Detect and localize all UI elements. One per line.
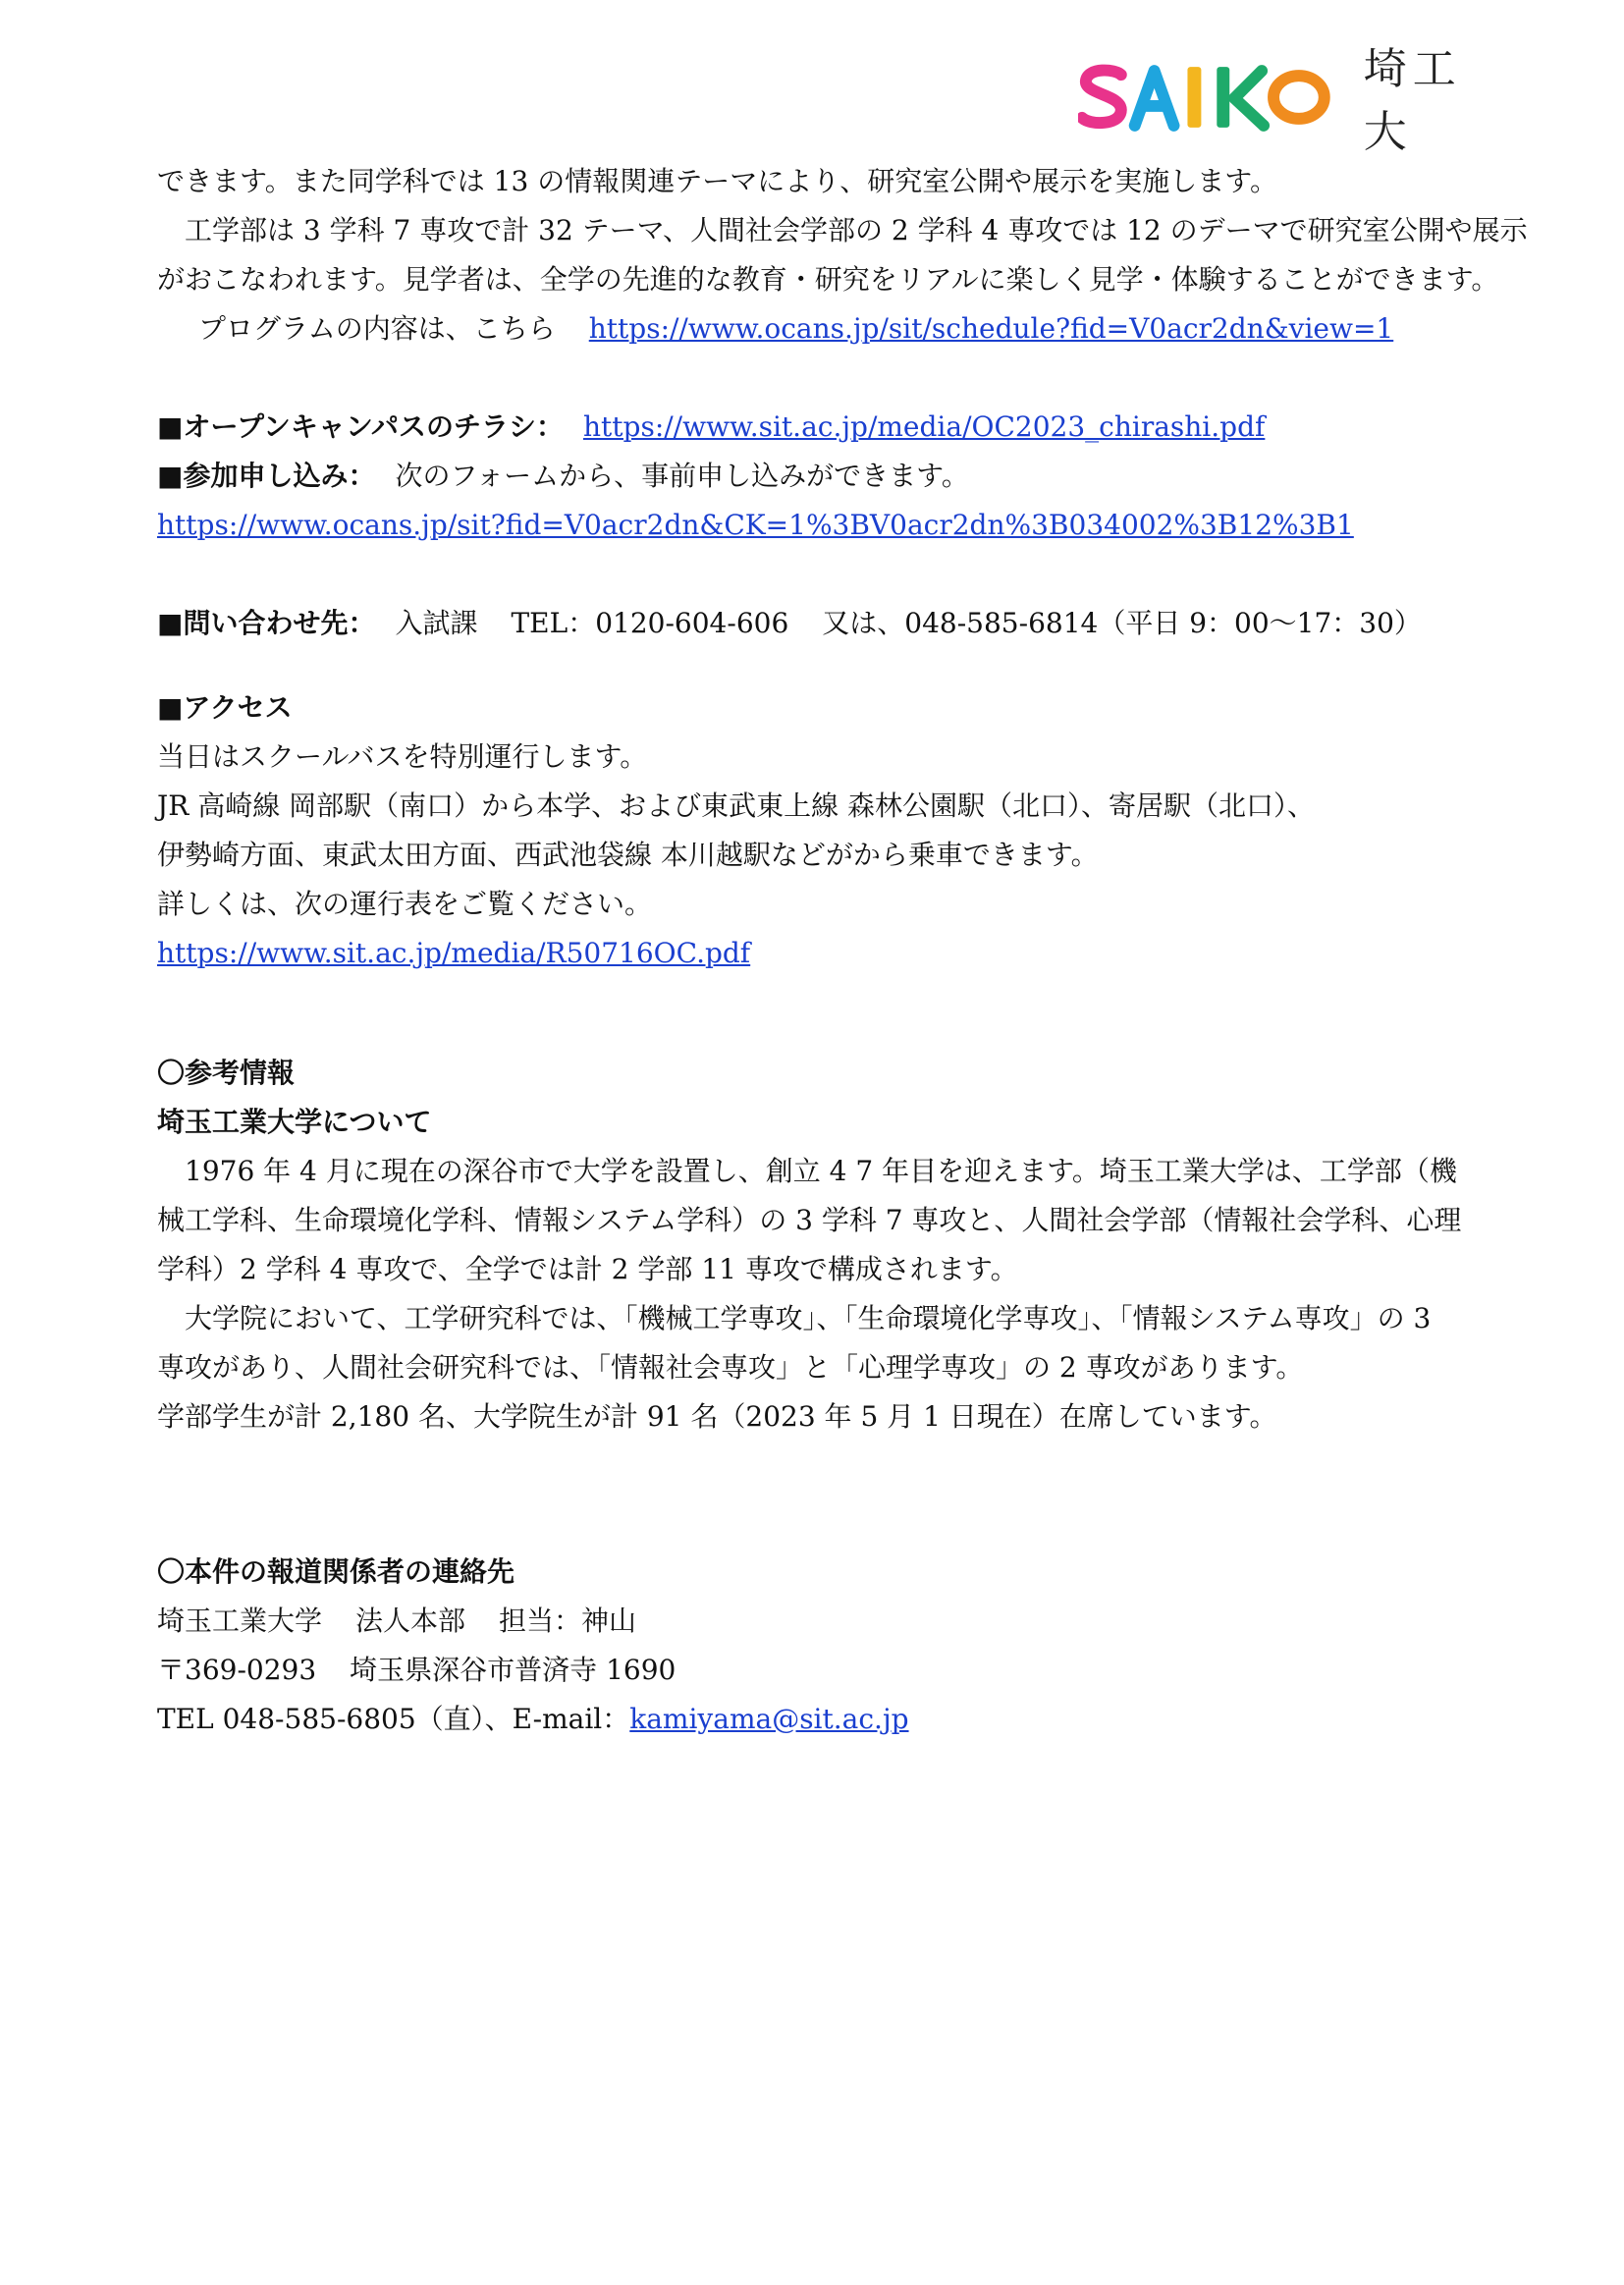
access-url-line: [157, 929, 1512, 978]
press-org-line: [157, 1597, 1512, 1646]
logo-japanese-text: 埼工大: [1363, 44, 1462, 157]
press-dept: 法人本部: [355, 1605, 466, 1637]
access-line-4: 詳しくは、次の運行表をご覧ください。: [157, 888, 653, 920]
access-line-3: 伊勢崎方面、東武太田方面、西武池袋線 本川越駅などがから乗車できます。: [157, 839, 1099, 871]
press-person: 担当：神山: [499, 1605, 637, 1637]
apply-label: ■参加申し込み：: [157, 460, 376, 492]
press-email-link[interactable]: kamiyama@sit.ac.jp: [629, 1703, 909, 1735]
inquiry-dept: 入試課: [395, 607, 478, 639]
reference-p3-line1: 学部学生が計 2,180 名、大学院生が計 91 名（2023 年 5 月 1 日現在）在席しています。: [157, 1400, 1277, 1433]
reference-p1-line3: 学科）2 学科 4 専攻で、全学では計 2 学部 11 専攻で構成されます。: [157, 1253, 1018, 1285]
press-postal: 〒369-0293: [157, 1654, 317, 1686]
press-heading: 〇本件の報道関係者の連絡先: [157, 1555, 515, 1588]
program-label: プログラムの内容は、こちら: [198, 312, 556, 345]
reference-heading: 〇参考情報: [157, 1057, 296, 1089]
reference-p2-line1: 大学院において、工学研究科では、「機械工学専攻」、「生命環境化学専攻」、「情報システム専攻」の 3: [185, 1302, 1432, 1334]
press-tel: TEL 048-585-6805（直）、E-mail：: [157, 1703, 630, 1735]
inquiry-label: ■問い合わせ先：: [157, 607, 376, 639]
apply-line: [157, 452, 1512, 501]
press-address-line: [157, 1646, 1512, 1695]
saiko-logo: [1078, 44, 1510, 157]
reference-subheading: 埼玉工業大学について: [157, 1106, 432, 1138]
press-tel-line: [157, 1695, 1512, 1744]
reference-p1-line2: 械工学科、生命環境化学科、情報システム学科）の 3 学科 7 専攻と、人間社会学部（情報社会学科、心理: [157, 1204, 1462, 1236]
access-heading: ■アクセス: [157, 691, 293, 724]
inquiry-tel: TEL：0120-604-606: [511, 607, 789, 639]
access-line-2: JR 高崎線 岡部駅（南口）から本学、および東武東上線 森林公園駅（北口）、寄居駅（北口）、: [157, 789, 1316, 822]
press-org: 埼玉工業大学: [157, 1605, 323, 1637]
flyer-label: ■オープンキャンパスのチラシ：: [157, 410, 564, 443]
reference-p2-line2: 専攻があり、人間社会研究科では、「情報社会専攻」と「心理学専攻」の 2 専攻があります。: [157, 1351, 1304, 1384]
reference-p1-line1: 1976 年 4 月に現在の深谷市で大学を設置し、創立 4 7 年目を迎えます。埼玉工業大学は、工学部（機: [185, 1155, 1457, 1187]
program-line: [157, 304, 1512, 354]
inquiry-alt: 又は、048-585-6814（平日 9：00～17：30）: [822, 607, 1422, 639]
apply-url-line: [157, 501, 1512, 550]
apply-link[interactable]: https://www.ocans.jp/sit?fid=V0acr2dn&CK=1%3BV0acr2dn%3B034002%3B12%3B1: [157, 509, 1354, 541]
inquiry-line: [157, 599, 1512, 648]
access-line-1: 当日はスクールバスを特別運行します。: [157, 740, 648, 773]
apply-text: 次のフォームから、事前申し込みができます。: [395, 460, 969, 492]
intro-line-2: 工学部は 3 学科 7 専攻で計 32 テーマ、人間社会学部の 2 学科 4 専攻では 12 のデーマで研究室公開や展示: [185, 214, 1528, 246]
intro-line-1: できます。また同学科では 13 の情報関連テーマにより、研究室公開や展示を実施します。: [157, 165, 1277, 197]
intro-line-3: がおこなわれます。見学者は、全学の先進的な教育・研究をリアルに楽しく見学・体験することができます。: [157, 263, 1499, 296]
program-link[interactable]: https://www.ocans.jp/sit/schedule?fid=V0acr2dn&view=1: [588, 312, 1394, 345]
press-address: 埼玉県深谷市普済寺 1690: [350, 1654, 677, 1686]
document-body: [157, 157, 1528, 1744]
saiko-logo-mark: [1078, 61, 1330, 132]
access-link[interactable]: https://www.sit.ac.jp/media/R50716OC.pdf: [157, 937, 751, 969]
flyer-line: [157, 403, 1512, 452]
flyer-link[interactable]: https://www.sit.ac.jp/media/OC2023_chirashi.pdf: [582, 410, 1266, 443]
